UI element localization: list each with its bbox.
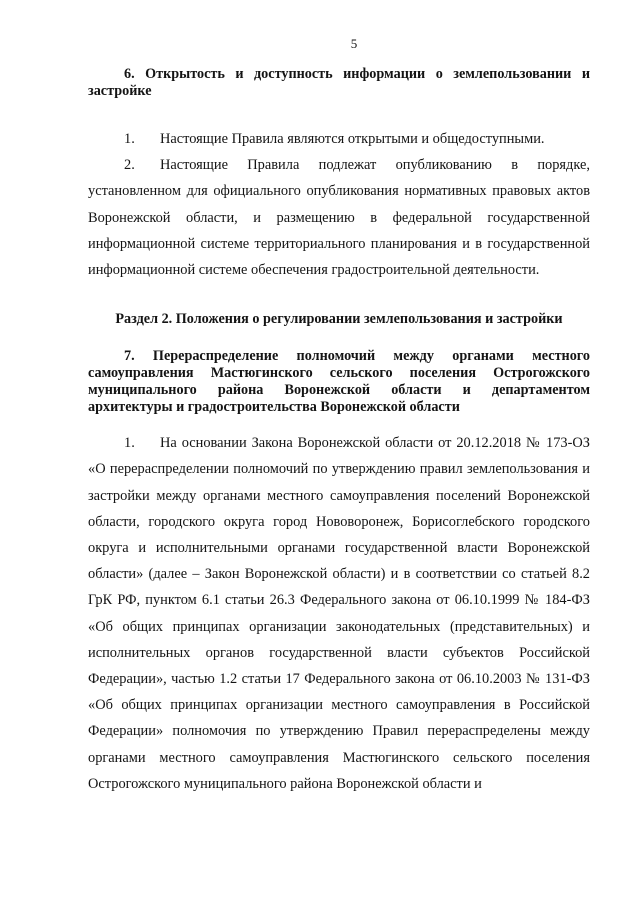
item-number: 1.	[124, 435, 135, 452]
page-number: 5	[350, 36, 358, 51]
spacer	[88, 328, 590, 348]
item-text: Настоящие Правила подлежат опубликованию в порядке, установленном для официального опубликования нормативных правовых актов Воронежской области, и размещению в федеральной государственной информационной системе территориального планирования и в государственной информационной системе обеспечения градостроительной деятельности.	[88, 157, 590, 279]
section-6-item-2	[88, 152, 590, 283]
section-6-item-1	[88, 126, 590, 152]
item-number: 2.	[124, 157, 135, 174]
page-content	[88, 66, 590, 797]
spacer	[88, 100, 590, 126]
spacer	[88, 416, 590, 430]
section-7-heading: 7. Перераспределение полномочий между органами местного самоуправления Мастюгинского сельского поселения Острогожского муниципального района Воронежской области и департаментом архитектуры и градостроительства Воронежской области	[88, 348, 590, 416]
spacer	[88, 283, 590, 311]
part-2-heading: Раздел 2. Положения о регулировании землепользования и застройки	[115, 311, 563, 328]
section-7-item-1	[88, 430, 590, 797]
section-6-heading: 6. Открытость и доступность информации о землепользовании и застройке	[88, 66, 590, 99]
item-number: 1.	[124, 131, 135, 147]
item-text: Настоящие Правила являются открытыми и общедоступными.	[160, 131, 545, 147]
item-text: На основании Закона Воронежской области от 20.12.2018 № 173-ОЗ «О перераспределении полномочий по утверждению правил землепользования и застройки между органами местного самоуправления поселений Воронежской области, городского округа город Нововоронеж, Борисоглебского городского округа и исполнительными органами государственной власти Воронежской области» (далее – Закон Воронежской области) и в соответствии со статьей 8.2 ГрК РФ, пунктом 6.1 статьи 26.3 Федерального закона от 06.10.1999 № 184-ФЗ «Об общих принципах организации законодательных (представительных) и исполнительных органов государственной власти субъектов Российской Федерации», частью 1.2 статьи 17 Федерального закона от 06.10.2003 № 131-ФЗ «Об общих принципах организации местного самоуправления в Российской Федерации» полномочия по утверждению Правил перераспределены между органами местного самоуправления Мастюгинского сельского поселения Острогожского муниципального района Воронежской области и	[88, 435, 590, 792]
